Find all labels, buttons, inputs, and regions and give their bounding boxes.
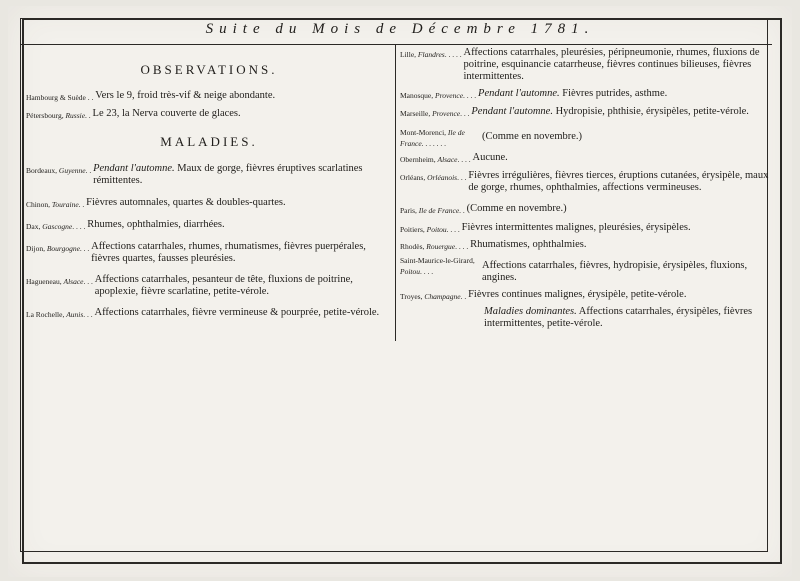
place-name: Marseille, Provence. . .	[400, 109, 472, 118]
place-name: Poitiers, Poitou. . . .	[400, 225, 462, 234]
maladie-text: Affections catarrhales, rhumes, rhumatismes, fièvres puerpérales, fièvres quartes, fausses pleurésies.	[91, 241, 366, 264]
place-name: Dax, Gascogne. . . .	[26, 222, 88, 231]
maladie-entry	[400, 203, 770, 216]
place-name: Pétersbourg, Russie. .	[26, 111, 93, 120]
place-name: Rhodès, Rouergue. . . .	[400, 242, 471, 251]
maladie-entry	[26, 241, 392, 265]
maladie-text: Affections catarrhales, pesanteur de tête, fluxions de poitrine, apoplexie, fièvre scarlatine, petite-vérole.	[94, 274, 353, 297]
maladie-entry	[400, 47, 770, 83]
maladie-text: Fièvres intermittentes malignes, pleurésies, érysipèles.	[461, 222, 691, 233]
observation-text: Le 23, la Nerva couverte de glaces.	[92, 108, 241, 119]
maladie-text: Fièvres continues malignes, érysipèle, petite-vérole.	[468, 289, 687, 300]
right-column	[400, 47, 770, 330]
maladie-text: Aucune.	[472, 152, 508, 163]
place-name: Saint-Maurice-le-Girard, Poitou. . . .	[400, 256, 475, 276]
maladie-text: Fièvres automnales, quartes & doubles-quartes.	[86, 197, 286, 208]
place-name: Lille, Flandres. . . . .	[400, 50, 464, 59]
maladie-text: Rhumes, ophthalmies, diarrhées.	[87, 219, 225, 230]
maladie-text: Fièvres irrégulières, fièvres tierces, éruptions cutanées, érysipèle, maux de gorge, rhumes, ophthalmies, affections vermineuses.	[468, 170, 769, 193]
maladie-entry	[26, 274, 392, 298]
maladies-heading: MALADIES.	[160, 134, 258, 149]
maladie-entry	[26, 197, 392, 210]
maladie-entry	[400, 239, 770, 252]
maladie-entry	[400, 170, 770, 194]
maladie-entry	[400, 289, 770, 302]
place-name: La Rochelle, Aunis. . .	[26, 310, 95, 319]
place-name: Chinon, Touraine. .	[26, 200, 87, 209]
maladie-entry	[26, 307, 392, 320]
maladie-text: Pendant l'automne. Fièvres putrides, asthme.	[478, 88, 668, 99]
maladie-entry	[26, 219, 392, 232]
place-name: Dijon, Bourgogne. . .	[26, 244, 92, 253]
maladie-entry	[400, 152, 770, 165]
page-title: Suite du Mois de Décembre 1781.	[205, 21, 595, 37]
maladie-text: (Comme en novembre.)	[466, 203, 567, 214]
maladie-text: Pendant l'automne. Maux de gorge, fièvres éruptives scarlatines rémittentes.	[93, 163, 363, 186]
place-name: Troyes, Champagne. .	[400, 292, 469, 301]
maladie-entry	[400, 106, 770, 119]
maladie-entry	[400, 88, 770, 101]
place-name: Obernheim, Alsace. . . .	[400, 155, 473, 164]
maladie-entry	[26, 163, 392, 187]
maladie-entry	[400, 222, 770, 235]
place-name: Manosque, Provence. . . .	[400, 91, 479, 100]
maladie-text: (Comme en novembre.)	[482, 131, 583, 142]
place-name: Paris, Ile de France. .	[400, 206, 467, 215]
maladie-text: Affections catarrhales, fièvres, hydropisie, érysipèles, fluxions, angines.	[482, 260, 748, 283]
title-divider	[20, 44, 772, 45]
observation-entry	[26, 108, 392, 121]
observations-heading: OBSERVATIONS.	[140, 62, 278, 77]
maladie-text: Rhumatismes, ophthalmies.	[470, 239, 587, 250]
left-column	[26, 58, 392, 320]
maladie-text: Affections catarrhales, fièvre vermineuse & pourprée, petite-vérole.	[94, 307, 380, 318]
place-name: Hagueneau, Alsace. . .	[26, 277, 95, 286]
maladie-text: Affections catarrhales, pleurésies, péripneumonie, rhumes, fluxions de poitrine, esquinancie catarrheuse, fièvres continues bilieuses, fièvres intermittentes.	[463, 47, 760, 82]
column-divider	[395, 44, 396, 341]
dominant-diseases	[400, 306, 770, 330]
observation-entry	[26, 90, 392, 103]
observation-text: Vers le 9, froid très-vif & neige abondante.	[95, 90, 276, 101]
maladie-text: Pendant l'automne. Hydropisie, phthisie, érysipèles, petite-vérole.	[471, 106, 749, 117]
place-name: Bordeaux, Guyenne. .	[26, 166, 94, 175]
place-name: Orléans, Orléanois. . .	[400, 173, 469, 182]
place-name: Hambourg & Suède . .	[26, 93, 96, 102]
dominant-text: Maladies dominantes. Affections catarrhales, érysipèles, fièvres intermittentes, petite-vérole.	[484, 306, 753, 329]
maladie-entry	[400, 125, 770, 149]
place-name: Mont-Morenci, Ile de France. . . . . . .	[400, 128, 465, 148]
maladie-entry	[400, 253, 770, 284]
